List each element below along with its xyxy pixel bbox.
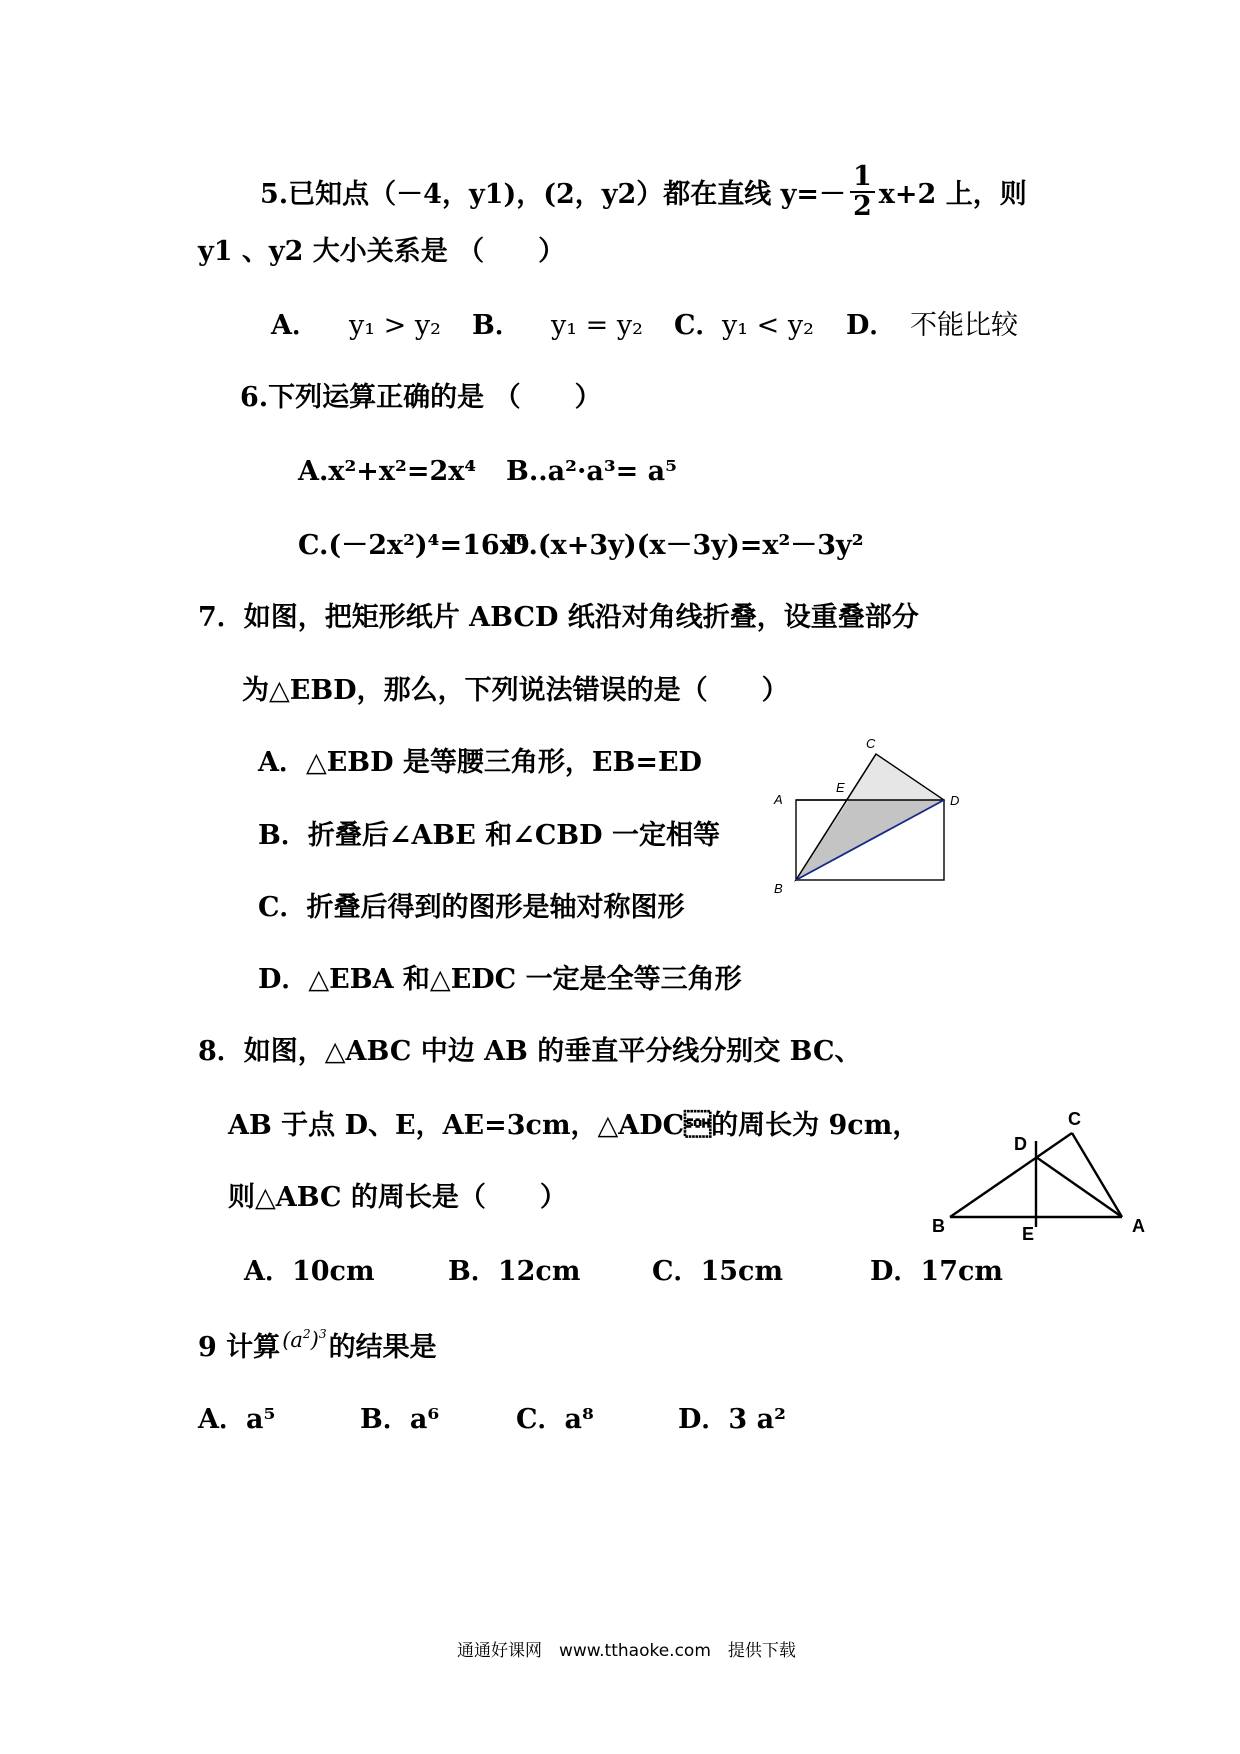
q5-option-b: y₁ = y₂ bbox=[551, 310, 643, 341]
q8-label-c: C bbox=[1068, 1109, 1081, 1129]
q5-prefix: 5.已知点（－4，y1)，(2，y2）都在直线 y=－ bbox=[260, 178, 846, 210]
q9-option-d: D．3 a² bbox=[678, 1404, 786, 1435]
q9-stem bbox=[198, 1327, 437, 1363]
q5-option-a-label: A． bbox=[271, 310, 319, 341]
q7-label-b: B bbox=[774, 881, 783, 896]
q8-option-b: B．12cm bbox=[448, 1256, 581, 1287]
page-footer: 通通好课网 www.tthaoke.com 提供下载 bbox=[457, 1641, 796, 1661]
q8-label-e: E bbox=[1022, 1224, 1035, 1244]
q8-side-bc bbox=[950, 1133, 1072, 1217]
q9-option-c: C．a⁸ bbox=[516, 1404, 594, 1435]
q5-option-b-label: B． bbox=[472, 310, 522, 341]
q8-side-ca bbox=[1072, 1133, 1122, 1217]
q8-option-d: D．17cm bbox=[870, 1256, 1003, 1287]
q9-option-b: B．a⁶ bbox=[360, 1404, 440, 1435]
q8-stem-line1: 8．如图，△ABC 中边 AB 的垂直平分线分别交 BC、 bbox=[198, 1036, 862, 1067]
q5-option-d-label: D． bbox=[846, 310, 897, 341]
q8-segment-da bbox=[1036, 1157, 1122, 1217]
q7-option-a: A．△EBD 是等腰三角形，EB=ED bbox=[258, 747, 702, 778]
q7-option-d: D．△EBA 和△EDC 一定是全等三角形 bbox=[258, 964, 742, 995]
q5-frac-num: 1 bbox=[852, 161, 872, 192]
q8-label-d: D bbox=[1014, 1134, 1027, 1154]
q9-stem-post: 的结果是 bbox=[328, 1332, 437, 1363]
q7-option-c: C．折叠后得到的图形是轴对称图形 bbox=[258, 892, 685, 923]
q6-option-b: B..a²·a³= a⁵ bbox=[506, 456, 678, 487]
q6-stem: 6.下列运算正确的是 （ ） bbox=[240, 382, 602, 413]
q5-option-c-label: C． bbox=[674, 310, 723, 341]
q5-option-c: y₁ < y₂ bbox=[722, 310, 814, 341]
q9-option-a: A．a⁵ bbox=[198, 1404, 276, 1435]
q5-frac-den: 2 bbox=[850, 191, 875, 221]
q8-figure bbox=[920, 1105, 1160, 1245]
q7-stem-line2: 为△EBD，那么，下列说法错误的是（ ） bbox=[242, 675, 789, 706]
q8-option-a: A．10cm bbox=[244, 1256, 375, 1287]
q8-label-b: B bbox=[932, 1216, 945, 1236]
q7-label-c: C bbox=[866, 736, 876, 751]
q5-stem-line2: y1 、y2 大小关系是 （ ） bbox=[198, 236, 566, 267]
q7-figure bbox=[760, 730, 980, 900]
q7-label-a: A bbox=[774, 792, 783, 807]
q6-option-c: C.(－2x²)⁴=16x⁶ bbox=[298, 530, 528, 561]
q7-option-b: B．折叠后∠ABE 和∠CBD 一定相等 bbox=[258, 820, 720, 851]
q8-label-a: A bbox=[1132, 1216, 1145, 1236]
q7-stem-line1: 7．如图，把矩形纸片 ABCD 纸沿对角线折叠，设重叠部分 bbox=[198, 602, 919, 633]
q5-stem-line1 bbox=[260, 161, 1027, 225]
q6-option-a: A.x²+x²=2x⁴ bbox=[298, 456, 477, 487]
q5-option-a: y₁ > y₂ bbox=[349, 310, 441, 341]
q5-option-d: 不能比较 bbox=[910, 310, 1018, 341]
q7-label-e: E bbox=[836, 780, 845, 795]
q7-label-d: D bbox=[950, 793, 960, 808]
q8-stem-line3: 则△ABC 的周长是（ ） bbox=[228, 1182, 567, 1213]
q5-fraction bbox=[850, 163, 875, 222]
q9-stem-pre: 9 计算 bbox=[198, 1332, 281, 1363]
q8-stem-line2: AB 于点 D、E，AE=3cm，△ADC的周长为 9cm， bbox=[228, 1110, 920, 1141]
q5-suffix: x+2 上，则 bbox=[878, 178, 1027, 210]
q8-option-c: C．15cm bbox=[652, 1256, 784, 1287]
q6-option-d: D.(x+3y)(x－3y)=x²－3y² bbox=[506, 530, 864, 561]
q9-expression: (a2)3 bbox=[282, 1327, 327, 1352]
